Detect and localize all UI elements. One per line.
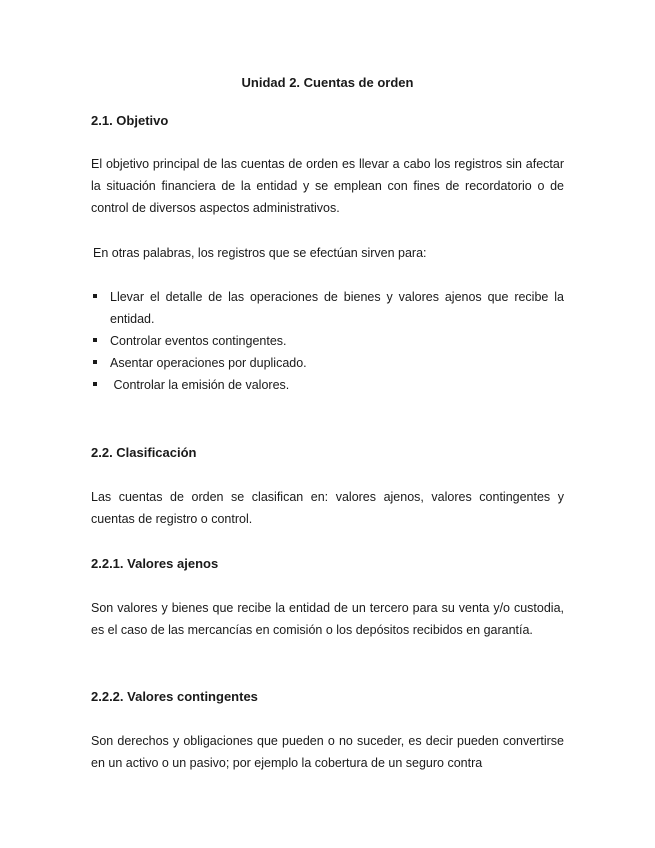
list-item	[91, 374, 564, 396]
paragraph-valores-ajenos: Son valores y bienes que recibe la entidad de un tercero para su venta y/o custodia, es el caso de las mercancías en comisión o los depósitos recibidos en garantía.	[91, 601, 564, 637]
list-item-text: Controlar la emisión de valores.	[110, 378, 290, 392]
list-item	[91, 286, 564, 330]
section-heading-valores-contingentes: 2.2.2. Valores contingentes	[91, 689, 258, 704]
bullet-icon	[93, 294, 97, 298]
list-item-text: Controlar eventos contingentes.	[110, 334, 287, 348]
bullet-icon	[93, 360, 97, 364]
list-item-text: Asentar operaciones por duplicado.	[110, 356, 307, 370]
paragraph-clasificacion: Las cuentas de orden se clasifican en: valores ajenos, valores contingentes y cuentas de registro o control.	[91, 490, 564, 526]
list-item	[91, 352, 564, 374]
list-item	[91, 330, 564, 352]
section-heading-clasificacion: 2.2. Clasificación	[91, 445, 197, 460]
bullet-icon	[93, 338, 97, 342]
paragraph-intro: En otras palabras, los registros que se efectúan sirven para:	[93, 246, 427, 260]
section-heading-valores-ajenos: 2.2.1. Valores ajenos	[91, 556, 219, 571]
bullet-icon	[93, 382, 97, 386]
list-item-text: Llevar el detalle de las operaciones de bienes y valores ajenos que recibe la entidad.	[110, 290, 564, 326]
section-heading-objetivo: 2.1. Objetivo	[91, 113, 169, 128]
bullet-list	[91, 286, 564, 396]
document-title: Unidad 2. Cuentas de orden	[241, 75, 414, 90]
paragraph-valores-contingentes: Son derechos y obligaciones que pueden o no suceder, es decir pueden convertirse en un activo o un pasivo; por ejemplo la cobertura de un seguro contra	[91, 734, 564, 770]
paragraph-objetivo: El objetivo principal de las cuentas de orden es llevar a cabo los registros sin afectar la situación financiera de la entidad y se emplean con fines de recordatorio o de control de diversos aspectos administrativos.	[91, 157, 564, 215]
